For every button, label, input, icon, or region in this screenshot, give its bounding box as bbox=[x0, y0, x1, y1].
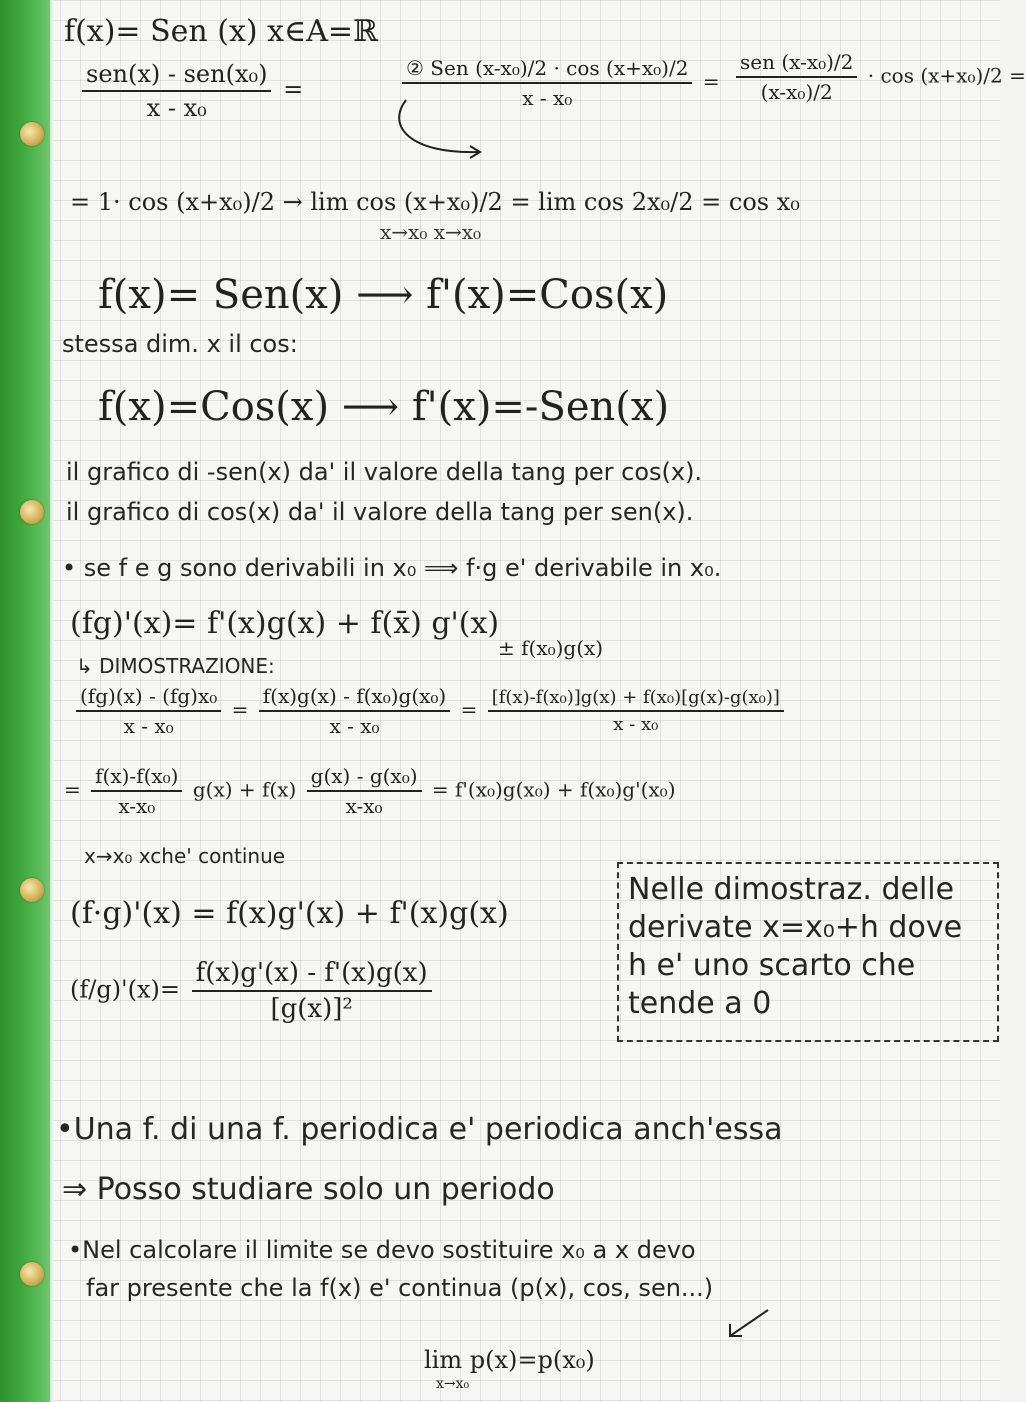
fraction-denominator: x - x₀ bbox=[613, 714, 659, 735]
definition-line: f(x)= Sen (x) x∈A=ℝ bbox=[64, 14, 378, 49]
fraction-denominator: x-x₀ bbox=[118, 794, 156, 818]
fraction-numerator: g(x) - g(x₀) bbox=[307, 764, 422, 792]
proof-heading: ↳ DIMOSTRAZIONE: bbox=[76, 654, 275, 678]
graph-note-1: il grafico di -sen(x) da' il valore della tang per cos(x). bbox=[66, 458, 703, 486]
graph-note-2: il grafico di cos(x) da' il valore della tang per sen(x). bbox=[66, 498, 694, 526]
green-binding-strip bbox=[0, 0, 50, 1402]
product-rule-final: (f·g)'(x) = f(x)g'(x) + f'(x)g(x) bbox=[70, 896, 509, 931]
limit-substitution-note: •Nel calcolare il limite se devo sostituire x₀ a x devo bbox=[68, 1236, 696, 1264]
fraction-denominator: (x-x₀)/2 bbox=[760, 80, 833, 104]
product-rule-formula: (fg)'(x)= f'(x)g(x) + f(x̄) g'(x) bbox=[70, 606, 500, 641]
difference-quotient-lhs: $\frac{\text{sen(x) - sen(x₀)}}{\text{x - x₀}}$ = bbox=[78, 60, 303, 122]
fraction-numerator: f(x)-f(x₀) bbox=[91, 764, 182, 792]
periodic-function-note: •Una f. di una f. periodica e' periodica anch'essa bbox=[56, 1112, 783, 1147]
fraction-numerator: sen(x) - sen(x₀) bbox=[82, 60, 271, 92]
note-line-3: h e' uno scarto che bbox=[628, 948, 916, 983]
binder-ring-hole bbox=[20, 122, 44, 146]
binding-edge bbox=[50, 0, 54, 1402]
quotient-rule-lhs: (f/g)'(x)= bbox=[70, 975, 181, 1004]
fraction-denominator: x - x₀ bbox=[329, 714, 380, 738]
quotient-rule bbox=[70, 958, 436, 1024]
cosine-derivative: f(x)=Cos(x) ⟶ f'(x)=-Sen(x) bbox=[98, 384, 670, 430]
fraction-numerator: (fg)(x) - (fg)x₀ bbox=[76, 684, 221, 712]
fraction-denominator: x - x₀ bbox=[522, 86, 573, 110]
polynomial-limit-subscript: x→x₀ bbox=[436, 1376, 470, 1392]
continuity-note: x→x₀ xche' continue bbox=[84, 844, 286, 868]
fraction-numerator: [f(x)-f(x₀)]g(x) + f(x₀)[g(x)-g(x₀)] bbox=[488, 687, 784, 712]
note-line-1: Nelle dimostraz. delle bbox=[628, 872, 955, 907]
fraction-denominator: x - x₀ bbox=[146, 94, 207, 122]
fraction-numerator: f(x)g'(x) - f'(x)g(x) bbox=[192, 958, 432, 992]
arrow-down-left-icon bbox=[720, 1306, 780, 1342]
limit-subscripts: x→x₀ x→x₀ bbox=[380, 220, 482, 244]
note-line-4: tende a 0 bbox=[628, 986, 772, 1021]
curved-arrow-icon bbox=[390, 96, 490, 166]
fraction-denominator: x - x₀ bbox=[123, 714, 174, 738]
proof-middle-term: g(x) + f(x) bbox=[192, 777, 297, 802]
proof-step-1: $\frac{\text{(fg)(x) - (fg)x₀}}{\text{x - x₀}}$ = $\frac{\text{f(x)g(x) - f(x₀)g(x₀)}}{\text{x - x₀}}$ = $\frac{\text{[f(x)-f(x₀)]g(x) + f(x₀)[g(x)-g(x₀)]}}{\text{x - x₀}}$ bbox=[72, 684, 788, 738]
same-proof-note: stessa dim. x il cos: bbox=[62, 330, 298, 358]
rearranged-tail: · cos (x+x₀)/2 = bbox=[867, 63, 1026, 88]
note-line-2: derivate x=x₀+h dove bbox=[628, 910, 963, 945]
proof-step-2: = $\frac{\text{f(x)-f(x₀)}}{\text{x-x₀}}$ g(x) + f(x) $\frac{\text{g(x) - g(x₀)}}{\text{x-x₀}}$ = f'(x₀)g(x₀) + f(x₀)g'(x₀) bbox=[64, 764, 676, 818]
fraction-numerator: f(x)g(x) - f(x₀)g(x₀) bbox=[259, 684, 450, 712]
fraction-numerator: ② Sen (x-x₀)/2 · cos (x+x₀)/2 bbox=[402, 56, 692, 84]
fraction-numerator: sen (x-x₀)/2 bbox=[736, 50, 857, 78]
add-subtract-note: ± f(x₀)g(x) bbox=[498, 636, 604, 660]
binder-ring-hole bbox=[20, 1262, 44, 1286]
continuity-reminder: far presente che la f(x) e' continua (p(x), cos, sen...) bbox=[86, 1274, 714, 1302]
binder-ring-hole bbox=[20, 500, 44, 524]
rearranged-step bbox=[732, 50, 1026, 104]
prosthaphaeresis-step: $\frac{\text{② Sen (x-x₀)/2 · cos (x+x₀)/2}}{\text{x - x₀}}$ = bbox=[398, 56, 720, 110]
fraction-denominator: x-x₀ bbox=[345, 794, 383, 818]
sine-derivative: f(x)= Sen(x) ⟶ f'(x)=Cos(x) bbox=[98, 272, 669, 318]
limit-line: = 1· cos (x+x₀)/2 → lim cos (x+x₀)/2 = lim cos 2x₀/2 = cos x₀ bbox=[70, 188, 800, 216]
product-rule-statement: • se f e g sono derivabili in x₀ ⟹ f·g e' derivabile in x₀. bbox=[62, 554, 722, 582]
polynomial-limit: lim p(x)=p(x₀) bbox=[424, 1346, 595, 1374]
fraction-denominator: [g(x)]² bbox=[270, 994, 353, 1024]
binder-ring-hole bbox=[20, 878, 44, 902]
study-one-period-note: ⇒ Posso studiare solo un periodo bbox=[62, 1172, 555, 1207]
proof-result: = f'(x₀)g(x₀) + f(x₀)g'(x₀) bbox=[431, 777, 676, 802]
